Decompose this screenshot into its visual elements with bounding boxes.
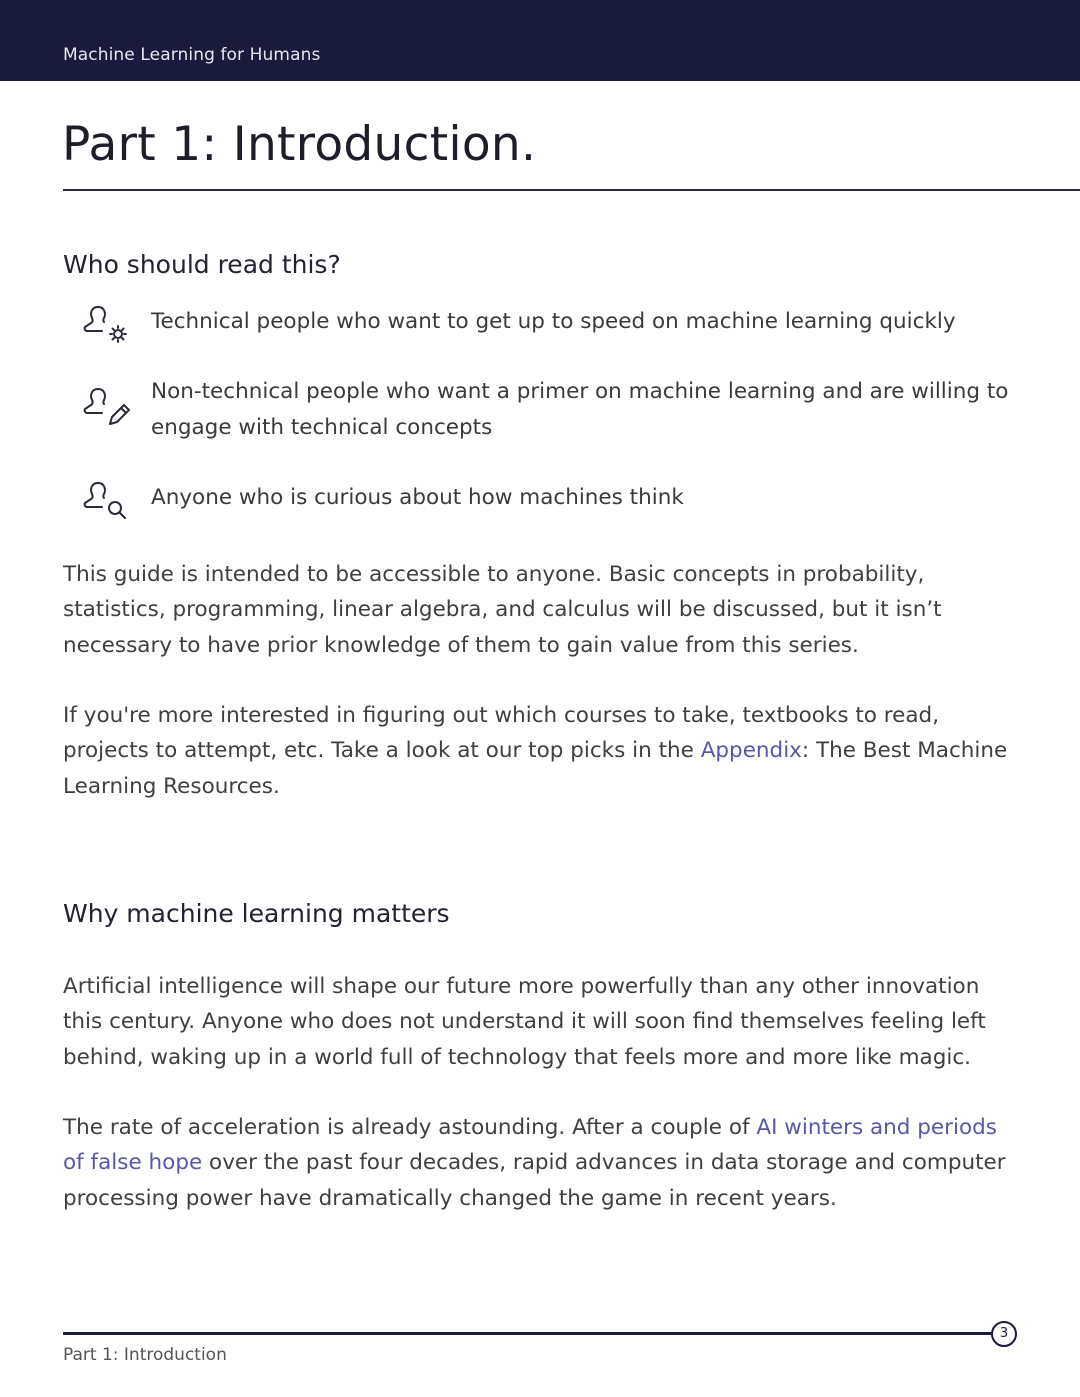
ai-future-paragraph: Artificial intelligence will shape our future more powerfully than any other innovation this century. Anyone who does not understand it will soon find themselves feeling left behind, waking up in a world full of technology that feels more and more like magic. [63,974,986,1070]
document-title: Machine Learning for Humans [63,45,321,65]
intro-paragraph: This guide is intended to be accessible to anyone. Basic concepts in probability, statistics, programming, linear algebra, and calculus will be discussed, but it isn’t necessary to have prior knowledge of them to gain value from this series. [63,562,942,658]
person-gear-icon [80,304,132,352]
audience-text: Anyone who is curious about how machines think [151,485,684,510]
section-heading-why: Why machine learning matters [63,899,450,928]
header-bar [0,0,1080,81]
audience-text: Non-technical people who want a primer on machine learning and are willing to engage with technical concepts [151,379,1009,440]
section-heading-who: Who should read this? [63,250,341,279]
audience-text: Technical people who want to get up to speed on machine learning quickly [151,309,956,334]
title-divider [63,189,1080,191]
person-magnifier-icon [80,480,132,528]
person-pencil-icon [80,386,132,434]
footer-section-label: Part 1: Introduction [63,1345,227,1365]
appendix-link[interactable]: Appendix [700,738,802,764]
page-number: 3 [991,1321,1017,1347]
resources-paragraph: If you're more interested in figuring out which courses to take, textbooks to read, projects to attempt, etc. Take a look at our top picks in the Appendix: The Best Machine Learning Resources. [63,703,1008,799]
ai-winters-link[interactable]: AI winters and periods of false hope [63,1115,997,1176]
footer-divider [63,1332,993,1335]
acceleration-paragraph: The rate of acceleration is already astounding. After a couple of AI winters and periods of false hope over the past four decades, rapid advances in data storage and computer processing power have dramatically changed the game in recent years. [63,1115,1006,1211]
page-title: Part 1: Introduction. [62,117,537,172]
